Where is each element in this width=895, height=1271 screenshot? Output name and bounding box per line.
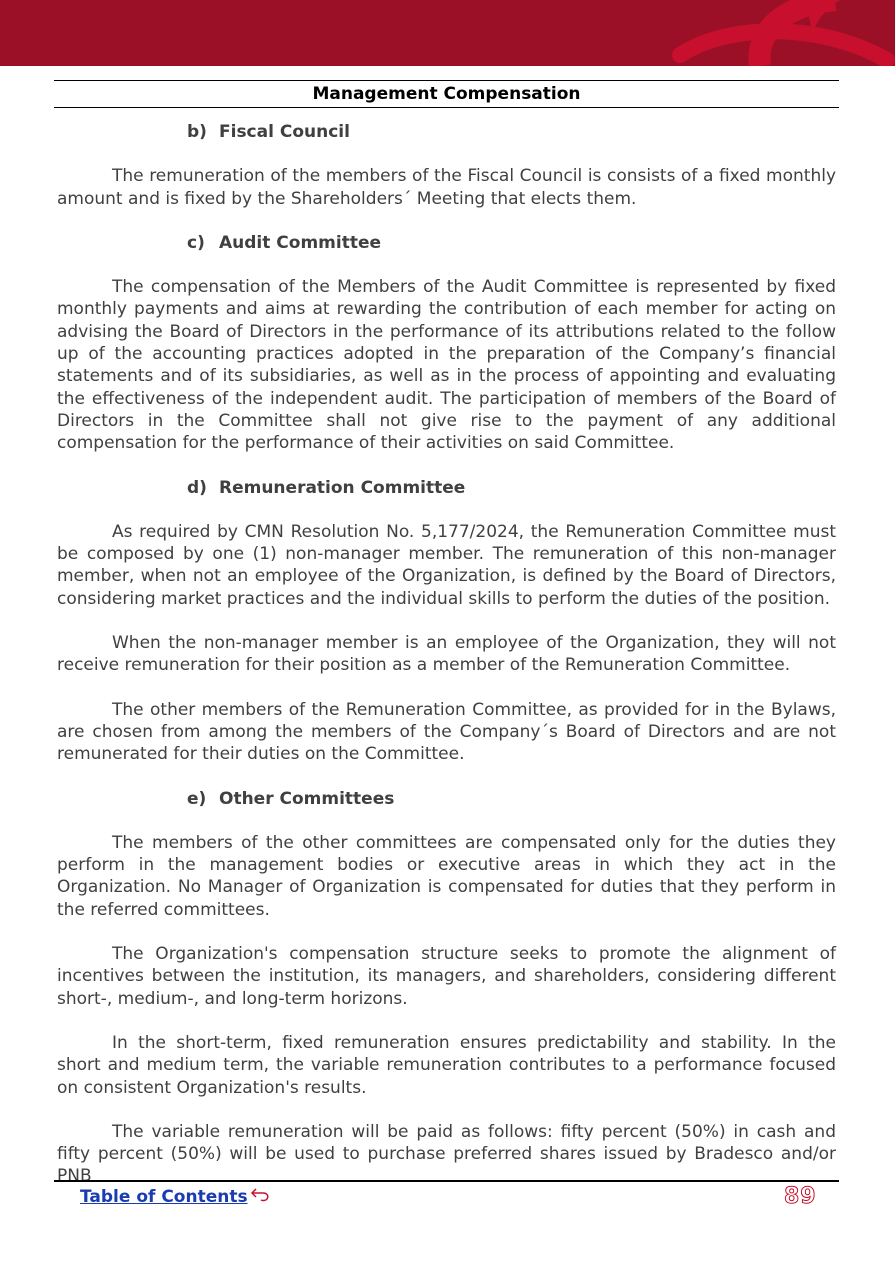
footer-divider (54, 1180, 839, 1182)
section-title: Remuneration Committee (219, 477, 466, 498)
paragraph: The Organization's compensation structure seeks to promote the alignment of incentives between the institution, its managers, and shareholders, considering different short-, medium-, and long-term horizons. (57, 944, 836, 1009)
return-arrow-icon[interactable] (249, 1186, 271, 1208)
document-body (57, 121, 836, 1210)
paragraph: In the short-term, fixed remuneration ensures predictability and stability. In the short and medium term, the variable remuneration contributes to a performance focused on consistent Organization's results. (57, 1032, 836, 1098)
page-title: Management Compensation (54, 80, 839, 108)
section-heading-remuneration-committee (187, 477, 836, 499)
section-letter: e) (187, 788, 207, 809)
header-banner (0, 0, 895, 66)
section-heading-fiscal-council (187, 121, 836, 143)
section-title: Other Committees (219, 788, 395, 809)
section-letter: d) (187, 477, 207, 498)
section-title: Fiscal Council (219, 122, 350, 142)
paragraph: The other members of the Remuneration Committee, as provided for in the Bylaws, are chosen from among the members of the Company´s Board of Directors and are not remunerated for their duties on the Committee. (57, 699, 836, 765)
paragraph: The remuneration of the members of the Fiscal Council is consists of a fixed monthly amount and is fixed by the Shareholders´ Meeting that elects them. (57, 166, 836, 209)
table-of-contents-link[interactable]: Table of Contents (80, 1187, 248, 1207)
page-number: 89 (784, 1184, 817, 1209)
paragraph: The members of the other committees are compensated only for the duties they perform in the management bodies or executive areas in which they act in the Organization. No Manager of Organization is compensated for duties that they perform in the referred committees. (57, 832, 836, 920)
bank-logo-icon (665, 0, 895, 66)
section-heading-audit-committee (187, 232, 836, 254)
section-heading-other-committees (187, 788, 836, 810)
section-letter: c) (187, 232, 205, 253)
paragraph: The variable remuneration will be paid as follows: fifty percent (50%) in cash and fifty percent (50%) will be used to purchase preferred shares issued by Bradesco and/or PNB (57, 1121, 836, 1187)
paragraph: The compensation of the Members of the Audit Committee is represented by fixed monthly payments and aims at rewarding the contribution of each member for acting on advising the Board of Directors in the performance of its attributions related to the follow up of the accounting practices adopted in the preparation of the Company’s financial statements and of its subsidiaries, as well as in the process of appointing and evaluating the effectiveness of the independent audit. The participation of members of the Board of Directors in the Committee shall not give rise to the payment of any additional compensation for the performance of their activities on said Committee. (57, 277, 836, 454)
paragraph: When the non-manager member is an employee of the Organization, they will not receive remuneration for their position as a member of the Remuneration Committee. (57, 633, 836, 676)
section-title: Audit Committee (219, 232, 382, 253)
section-letter: b) (187, 122, 207, 142)
paragraph: As required by CMN Resolution No. 5,177/2024, the Remuneration Committee must be composed by one (1) non-manager member. The remuneration of this non-manager member, when not an employee of the Organization, is defined by the Board of Directors, considering market practices and the individual skills to perform the duties of the position. (57, 521, 836, 609)
